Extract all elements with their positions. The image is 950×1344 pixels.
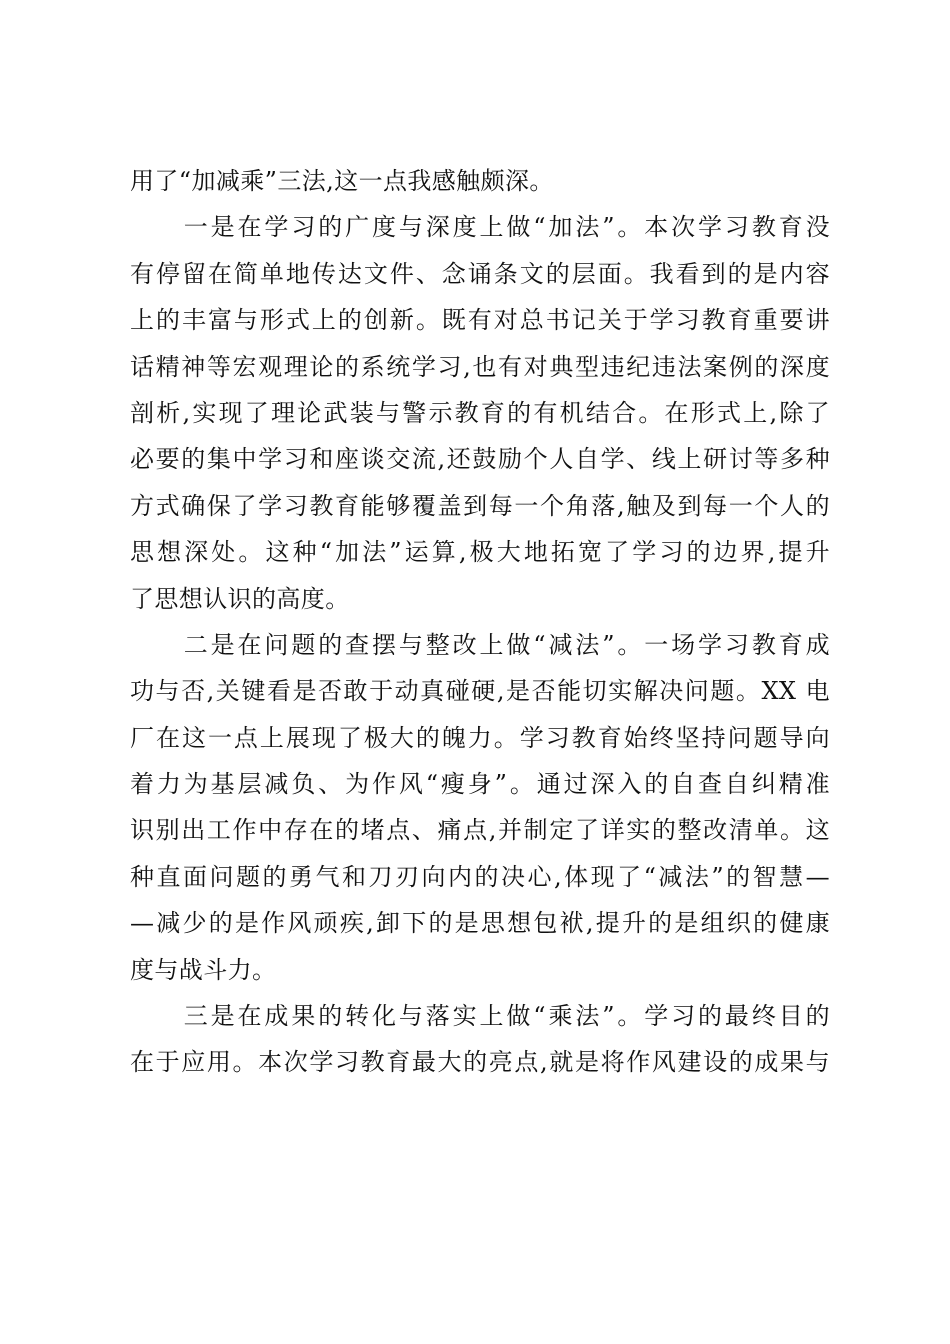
text-line: 厂在这一点上展现了极大的魄力。学习教育始终坚持问题导向: [130, 723, 830, 752]
text-line: 有停留在简单地传达文件、念诵条文的层面。我看到的是内容: [130, 259, 830, 288]
text-line: 上的丰富与形式上的创新。既有对总书记关于学习教育重要讲: [130, 306, 830, 335]
text-line: 用了“加减乘”三法,这一点我感触颇深。: [130, 167, 554, 195]
text-line: 一是在学习的广度与深度上做“加法”。本次学习教育没: [130, 213, 830, 242]
paragraph-subtraction: [130, 622, 830, 993]
text-line: 在于应用。本次学习教育最大的亮点,就是将作风建设的成果与: [130, 1048, 830, 1077]
text-line: 话精神等宏观理论的系统学习,也有对典型违纪违法案例的深度: [130, 352, 830, 381]
text-line: 二是在问题的查摆与整改上做“减法”。一场学习教育成: [130, 630, 830, 659]
text-line: 方式确保了学习教育能够覆盖到每一个角落,触及到每一个人的: [130, 491, 830, 520]
paragraph-addition: [130, 204, 830, 622]
text-line: 三是在成果的转化与落实上做“乘法”。学习的最终目的: [130, 1002, 830, 1031]
text-line: 功与否,关键看是否敢于动真碰硬,是否能切实解决问题。XX 电: [130, 677, 830, 706]
text-line: 必要的集中学习和座谈交流,还鼓励个人自学、线上研讨等多种: [130, 445, 830, 474]
text-line: —减少的是作风顽疾,卸下的是思想包袱,提升的是组织的健康: [130, 909, 830, 938]
paragraph-intro: [130, 158, 830, 204]
text-line: 思想深处。这种“加法”运算,极大地拓宽了学习的边界,提升: [130, 538, 830, 567]
text-line: 种直面问题的勇气和刀刃向内的决心,体现了“减法”的智慧—: [130, 862, 830, 891]
text-line: 度与战斗力。: [130, 955, 277, 984]
text-line: 剖析,实现了理论武装与警示教育的有机结合。在形式上,除了: [130, 398, 830, 427]
paragraph-multiplication: [130, 993, 830, 1086]
text-line: 了思想认识的高度。: [130, 584, 350, 613]
text-line: 着力为基层减负、为作风“瘦身”。通过深入的自查自纠精准: [130, 770, 830, 799]
document-body: [130, 158, 830, 1086]
text-line: 识别出工作中存在的堵点、痛点,并制定了详实的整改清单。这: [130, 816, 830, 845]
